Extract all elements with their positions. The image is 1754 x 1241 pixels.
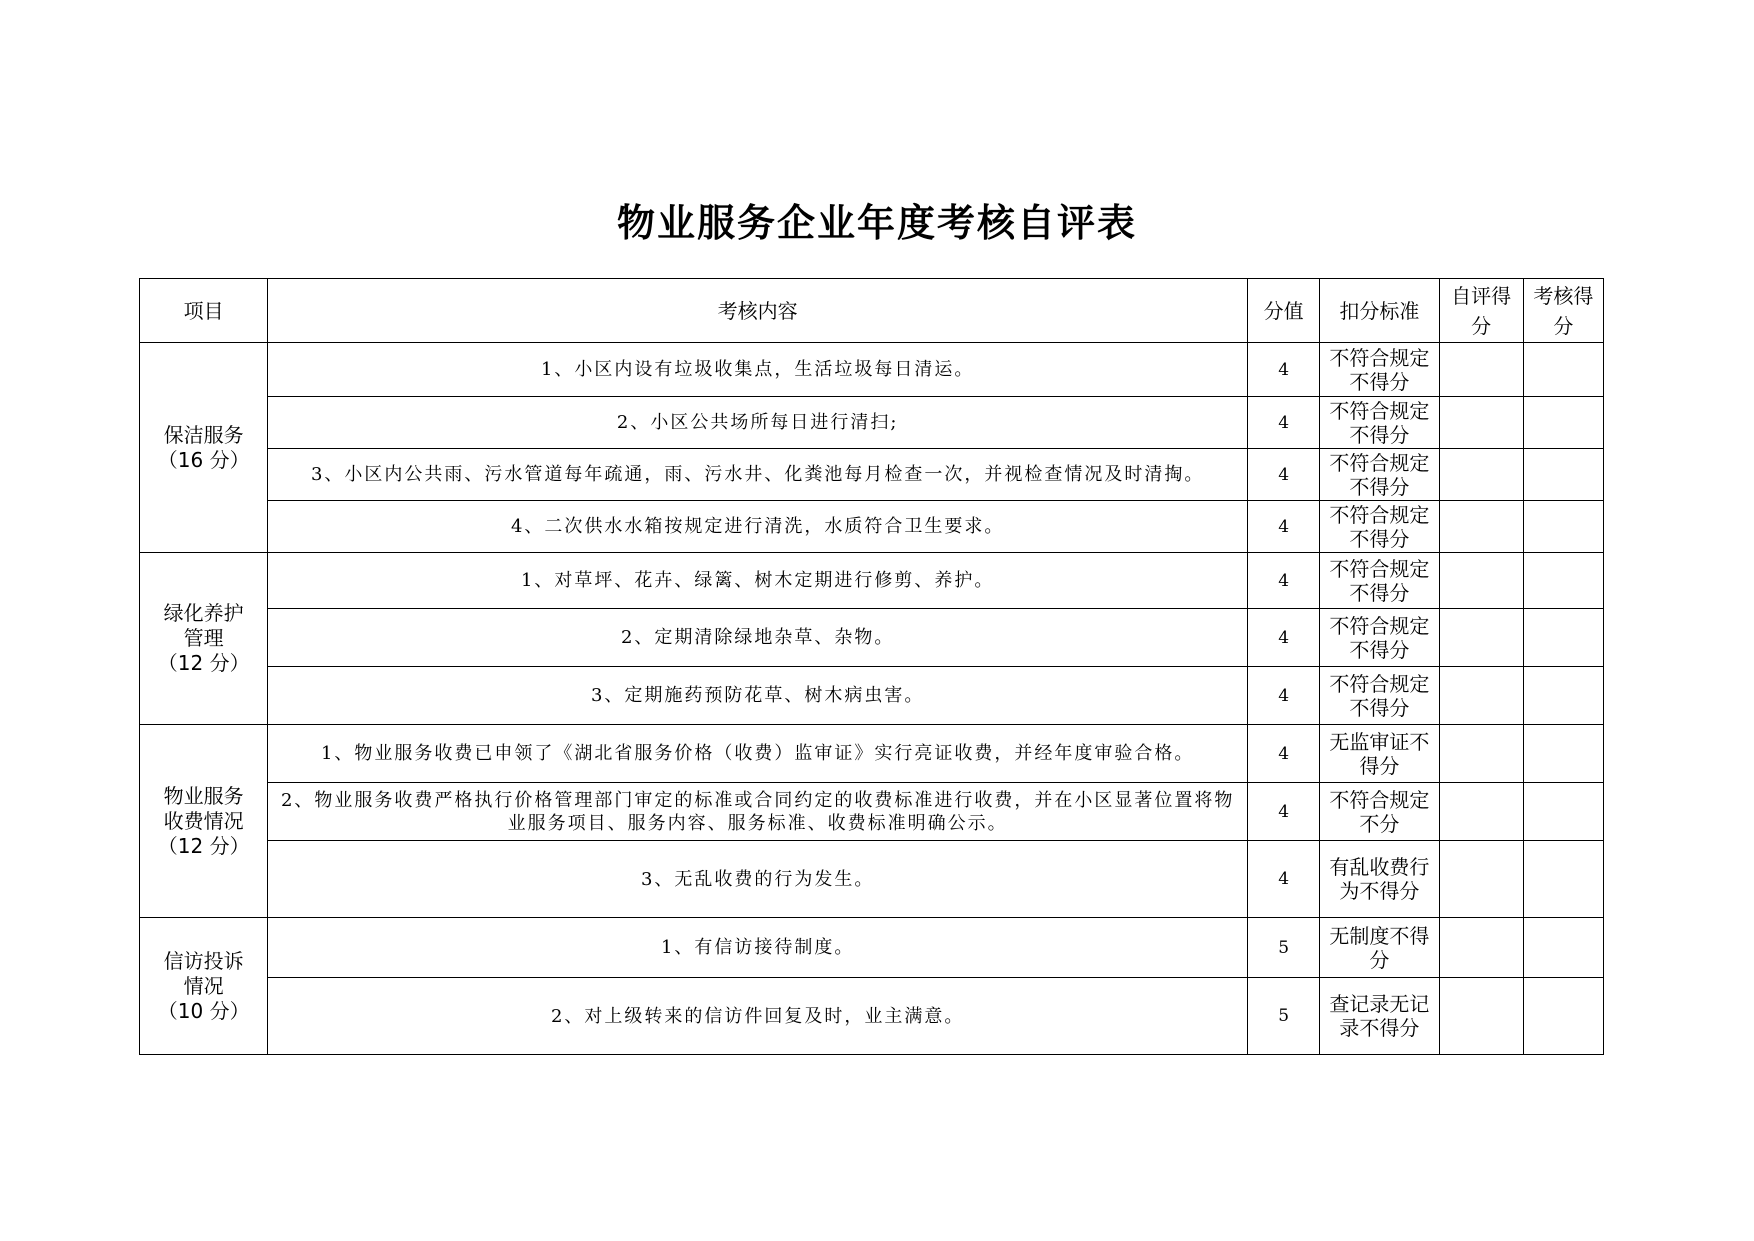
score-cell: 4 (1248, 501, 1320, 553)
category-cell (140, 918, 268, 1055)
content-cell: 2、对上级转来的信访件回复及时，业主满意。 (268, 978, 1248, 1055)
score-cell: 4 (1248, 343, 1320, 397)
table-row (140, 841, 1604, 918)
content-cell: 3、无乱收费的行为发生。 (268, 841, 1248, 918)
assess-score-cell[interactable] (1523, 501, 1603, 553)
deduction-cell: 不符合规定不得分 (1320, 609, 1439, 667)
assess-score-cell[interactable] (1523, 725, 1603, 783)
table-row (140, 918, 1604, 978)
category-label: 绿化养护 管理 （12 分） (157, 601, 250, 675)
self-score-cell[interactable] (1439, 841, 1523, 918)
score-cell: 4 (1248, 783, 1320, 841)
content-cell: 4、二次供水水箱按规定进行清洗，水质符合卫生要求。 (268, 501, 1248, 553)
self-score-cell[interactable] (1439, 783, 1523, 841)
table-row (140, 667, 1604, 725)
self-score-cell[interactable] (1439, 725, 1523, 783)
assess-score-cell[interactable] (1523, 918, 1603, 978)
deduction-cell: 不符合规定不分 (1320, 783, 1439, 841)
table-row (140, 783, 1604, 841)
score-cell: 4 (1248, 725, 1320, 783)
self-score-cell[interactable] (1439, 918, 1523, 978)
table-row (140, 609, 1604, 667)
content-cell: 3、定期施药预防花草、树木病虫害。 (268, 667, 1248, 725)
table-row (140, 725, 1604, 783)
header-deduction: 扣分标准 (1320, 279, 1439, 343)
category-label: 信访投诉 情况 （10 分） (157, 948, 250, 1023)
header-assess: 考核得分 (1523, 279, 1603, 343)
content-cell: 1、对草坪、花卉、绿篱、树木定期进行修剪、养护。 (268, 553, 1248, 609)
score-cell: 4 (1248, 397, 1320, 449)
deduction-cell: 不符合规定不得分 (1320, 501, 1439, 553)
deduction-cell: 不符合规定不得分 (1320, 553, 1439, 609)
category-label: 保洁服务 （16 分） (157, 422, 250, 472)
score-cell: 4 (1248, 449, 1320, 501)
assess-score-cell[interactable] (1523, 553, 1603, 609)
table-row (140, 501, 1604, 553)
self-score-cell[interactable] (1439, 501, 1523, 553)
deduction-cell: 不符合规定不得分 (1320, 449, 1439, 501)
self-score-cell[interactable] (1439, 397, 1523, 449)
table-row (140, 343, 1604, 397)
header-self-eval: 自评得分 (1439, 279, 1523, 343)
table-row (140, 553, 1604, 609)
assess-score-cell[interactable] (1523, 841, 1603, 918)
document-title: 物业服务企业年度考核自评表 (616, 201, 1137, 245)
assess-score-cell[interactable] (1523, 343, 1603, 397)
score-cell: 5 (1248, 978, 1320, 1055)
assess-score-cell[interactable] (1523, 449, 1603, 501)
score-cell: 4 (1248, 609, 1320, 667)
content-cell: 2、物业服务收费严格执行价格管理部门审定的标准或合同约定的收费标准进行收费，并在小区显著位置将物业服务项目、服务内容、服务标准、收费标准明确公示。 (268, 783, 1248, 841)
table-row (140, 449, 1604, 501)
table-row (140, 978, 1604, 1055)
evaluation-table (139, 278, 1604, 1055)
deduction-cell: 无监审证不得分 (1320, 725, 1439, 783)
self-score-cell[interactable] (1439, 343, 1523, 397)
table-row (140, 397, 1604, 449)
self-score-cell[interactable] (1439, 667, 1523, 725)
self-score-cell[interactable] (1439, 449, 1523, 501)
assess-score-cell[interactable] (1523, 978, 1603, 1055)
deduction-cell: 查记录无记录不得分 (1320, 978, 1439, 1055)
category-cell (140, 343, 268, 553)
content-cell: 3、小区内公共雨、污水管道每年疏通，雨、污水井、化粪池每月检查一次，并视检查情况及时清掏。 (268, 449, 1248, 501)
deduction-cell: 不符合规定不得分 (1320, 667, 1439, 725)
deduction-cell: 不符合规定不得分 (1320, 397, 1439, 449)
category-label: 物业服务 收费情况 （12 分） (157, 783, 250, 858)
header-score: 分值 (1248, 279, 1320, 343)
content-cell: 2、定期清除绿地杂草、杂物。 (268, 609, 1248, 667)
content-cell: 1、有信访接待制度。 (268, 918, 1248, 978)
content-cell: 1、物业服务收费已申领了《湖北省服务价格（收费）监审证》实行亮证收费，并经年度审验合格。 (268, 725, 1248, 783)
assess-score-cell[interactable] (1523, 397, 1603, 449)
deduction-cell: 有乱收费行为不得分 (1320, 841, 1439, 918)
header-item: 项目 (140, 279, 268, 343)
header-content: 考核内容 (268, 279, 1248, 343)
self-score-cell[interactable] (1439, 978, 1523, 1055)
deduction-cell: 不符合规定不得分 (1320, 343, 1439, 397)
assess-score-cell[interactable] (1523, 783, 1603, 841)
content-cell: 2、小区公共场所每日进行清扫; (268, 397, 1248, 449)
score-cell: 4 (1248, 553, 1320, 609)
self-score-cell[interactable] (1439, 553, 1523, 609)
score-cell: 4 (1248, 667, 1320, 725)
content-cell: 1、小区内设有垃圾收集点，生活垃圾每日清运。 (268, 343, 1248, 397)
category-cell (140, 553, 268, 725)
score-cell: 4 (1248, 841, 1320, 918)
assess-score-cell[interactable] (1523, 667, 1603, 725)
score-cell: 5 (1248, 918, 1320, 978)
category-cell (140, 725, 268, 918)
self-score-cell[interactable] (1439, 609, 1523, 667)
header-row (140, 279, 1604, 343)
deduction-cell: 无制度不得分 (1320, 918, 1439, 978)
assess-score-cell[interactable] (1523, 609, 1603, 667)
